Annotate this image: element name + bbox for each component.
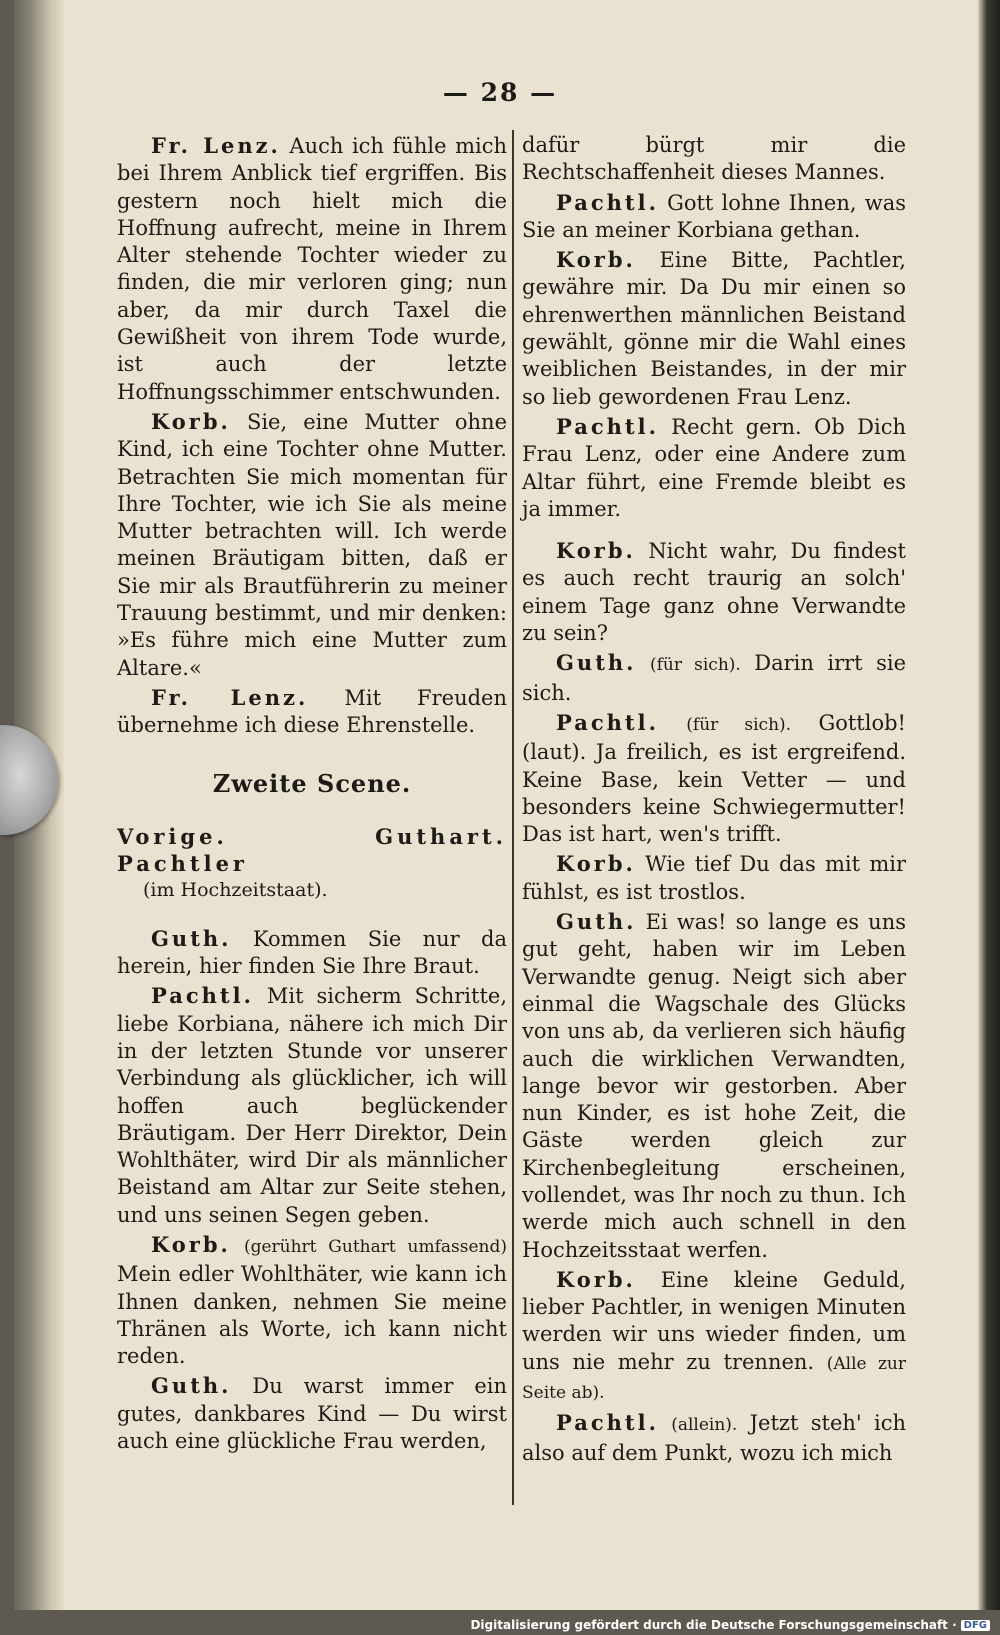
dialogue-paragraph <box>117 982 507 1229</box>
speaker-name: Pachtl. <box>556 413 659 439</box>
stage-direction: (für sich). <box>649 655 741 676</box>
dialogue-paragraph <box>522 246 906 411</box>
speaker-name: Guth. <box>556 909 637 935</box>
speaker-name: Korb. <box>556 1266 636 1292</box>
dialogue-text: Du warst immer ein gutes, dankbares Kind — Du wirst auch eine glückliche Frau werden, <box>117 1374 507 1454</box>
dialogue-paragraph <box>117 1231 507 1370</box>
left-column <box>117 132 507 1457</box>
dialogue-text: Kommen Sie nur da herein, hier finden Sie Ihre Braut. <box>117 926 507 979</box>
dialogue-text: Gottlob! (laut). Ja freilich, es ist ergreifend. Keine Base, kein Vetter — und besonders keine Schwiegermutter! Das ist hart, wen's trifft. <box>522 710 906 847</box>
dialogue-paragraph <box>522 649 906 707</box>
dialogue-text: Mein edler Wohlthäter, wie kann ich Ihnen danken, nehmen Sie meine Thränen als Worte, ich kann nicht reden. <box>117 1262 507 1369</box>
right-column <box>522 132 906 1469</box>
speaker-name: Pachtl. <box>556 1410 659 1436</box>
speaker-name: Pachtl. <box>151 983 254 1009</box>
dialogue-text: Ei was! so lange es uns gut geht, haben wir im Leben Verwandte genug. Neigt sich aber einmal die Wagschale des Glücks von uns ab, da verlieren sich häufig auch die wirklichen Verwandten, lange bevor wir gestorben. Aber nun Kinder, es ist hohe Zeit, die Gäste werden gleich zur Kirchenbegleitung erscheinen, vollendet, was Ihr noch zu thun. Ich werde mich auch schnell in den Hochzeitsstaat werfen. <box>522 910 907 1262</box>
speaker-name: Fr. Lenz. <box>151 684 309 710</box>
credit-text: Digitalisierung gefördert durch die Deutsche Forschungsgemeinschaft · <box>470 1618 957 1632</box>
dialogue-text: Nicht wahr, Du findest es auch recht traurig an solch' einem Tage ganz ohne Verwandte zu sein? <box>522 539 906 646</box>
dialogue-text: Mit sicherm Schritte, liebe Korbiana, nähere ich mich Dir in der letzten Stunde vor unserer Verbindung als glücklicher, ich will hoffen auch beglückender Bräutigam. Der Herr Direktor, Dein Wohlthäter, wird Dir als männlicher Beistand am Altar zur Seite stehen, und uns seinen Segen geben. <box>117 984 507 1227</box>
cast-attire: (im Hochzeitstaat). <box>143 879 328 902</box>
page-number: — 28 — <box>442 78 558 107</box>
dialogue-paragraph <box>117 408 507 682</box>
dialogue-text: Eine Bitte, Pachtler, gewähre mir. Da Du mir einen so ehrenwerthen männlichen Beistand gewählt, gönne mir die Wahl eines weiblichen Beistandes, in der mir so lieb gewordenen Frau Lenz. <box>522 248 906 409</box>
speaker-name: Korb. <box>151 408 231 434</box>
speaker-name: Pachtl. <box>556 189 659 215</box>
dialogue-text: Darin irrt sie sich. <box>522 651 906 705</box>
spacer <box>522 525 906 537</box>
speaker-name: Korb. <box>556 538 636 564</box>
column-divider <box>512 130 514 1505</box>
dialogue-paragraph <box>117 132 507 406</box>
dialogue-paragraph <box>522 850 906 906</box>
page-gutter-right <box>978 0 1000 1610</box>
dialogue-text: Mit Freuden übernehme ich diese Ehrenstelle. <box>117 685 507 738</box>
speaker-name: Fr. Lenz. <box>151 133 281 158</box>
stage-direction: (Alle zur Seite ab). <box>522 1353 906 1404</box>
dialogue-paragraph <box>522 1409 906 1467</box>
dialogue-text: Eine kleine Geduld, lieber Pachtler, in wenigen Minuten werden wir uns wieder finden, um uns nie mehr zu trennen. <box>522 1267 906 1374</box>
dialogue-paragraph <box>522 908 906 1264</box>
speaker-name: Korb. <box>151 1231 231 1257</box>
dialogue-paragraph <box>522 413 906 523</box>
dialogue-paragraph <box>117 1372 507 1455</box>
stage-direction: (für sich). <box>686 714 792 735</box>
dfg-logo: DFG <box>961 1620 990 1631</box>
dialogue-text: Auch ich fühle mich bei Ihrem Anblick tief ergriffen. Bis gestern noch hielt mich die Hoffnung aufrecht, meine in Ihrem Alter stehende Tochter wieder zu finden, die mir verloren ging; nun aber, da mir durch Taxel die Gewißheit von ihrem Tode wurde, ist auch der letzte Hoffnungsschimmer entschwunden. <box>117 134 507 404</box>
dialogue-paragraph <box>117 925 507 981</box>
dialogue-paragraph <box>522 189 906 245</box>
dialogue-text: Wie tief Du das mit mir fühlst, es ist trostlos. <box>522 852 906 904</box>
stage-direction: (gerührt Guthart umfassend) <box>243 1236 507 1257</box>
speaker-name: Pachtl. <box>556 709 659 735</box>
dialogue-paragraph <box>522 1266 906 1407</box>
speaker-name: Guth. <box>556 650 637 676</box>
speaker-name: Korb. <box>556 851 636 877</box>
speaker-name: Korb. <box>556 247 636 273</box>
dialogue-paragraph <box>522 537 906 647</box>
dialogue-text: Sie, eine Mutter ohne Kind, ich eine Tochter ohne Mutter. Betrachten Sie mich momentan für Ihre Tochter, wie ich Sie als meine Mutter betrachten will. Ich werde meinen Bräutigam bitten, daß er Sie mir als Brautführerin zu meiner Trauung bestimmt, und mir denken: »Es führe mich eine Mutter zum Altare.« <box>117 409 507 680</box>
dialogue-text: Gott lohne Ihnen, was Sie an meiner Korbiana gethan. <box>522 190 906 242</box>
dialogue-text: Recht gern. Ob Dich Frau Lenz, oder eine Andere zum Altar führt, eine Fremde bleibt es ja immer. <box>522 414 906 521</box>
dialogue-text: Jetzt steh' ich also auf dem Punkt, wozu ich mich <box>522 1411 906 1465</box>
speaker-name: Guth. <box>151 1373 232 1399</box>
dialogue-paragraph <box>522 709 906 848</box>
dialogue-paragraph <box>117 684 507 740</box>
scene-title: Zweite Scene. <box>212 768 412 798</box>
digitization-credit <box>470 1618 990 1632</box>
stage-direction: (allein). <box>671 1415 738 1436</box>
dialogue-text: dafür bürgt mir die Rechtschaffenheit dieses Mannes. <box>522 133 906 185</box>
speaker-name: Guth. <box>151 925 232 951</box>
cast-names: Vorige. Guthart. Pachtler <box>117 823 507 877</box>
cast-list <box>117 823 507 905</box>
dialogue-paragraph <box>522 132 906 187</box>
